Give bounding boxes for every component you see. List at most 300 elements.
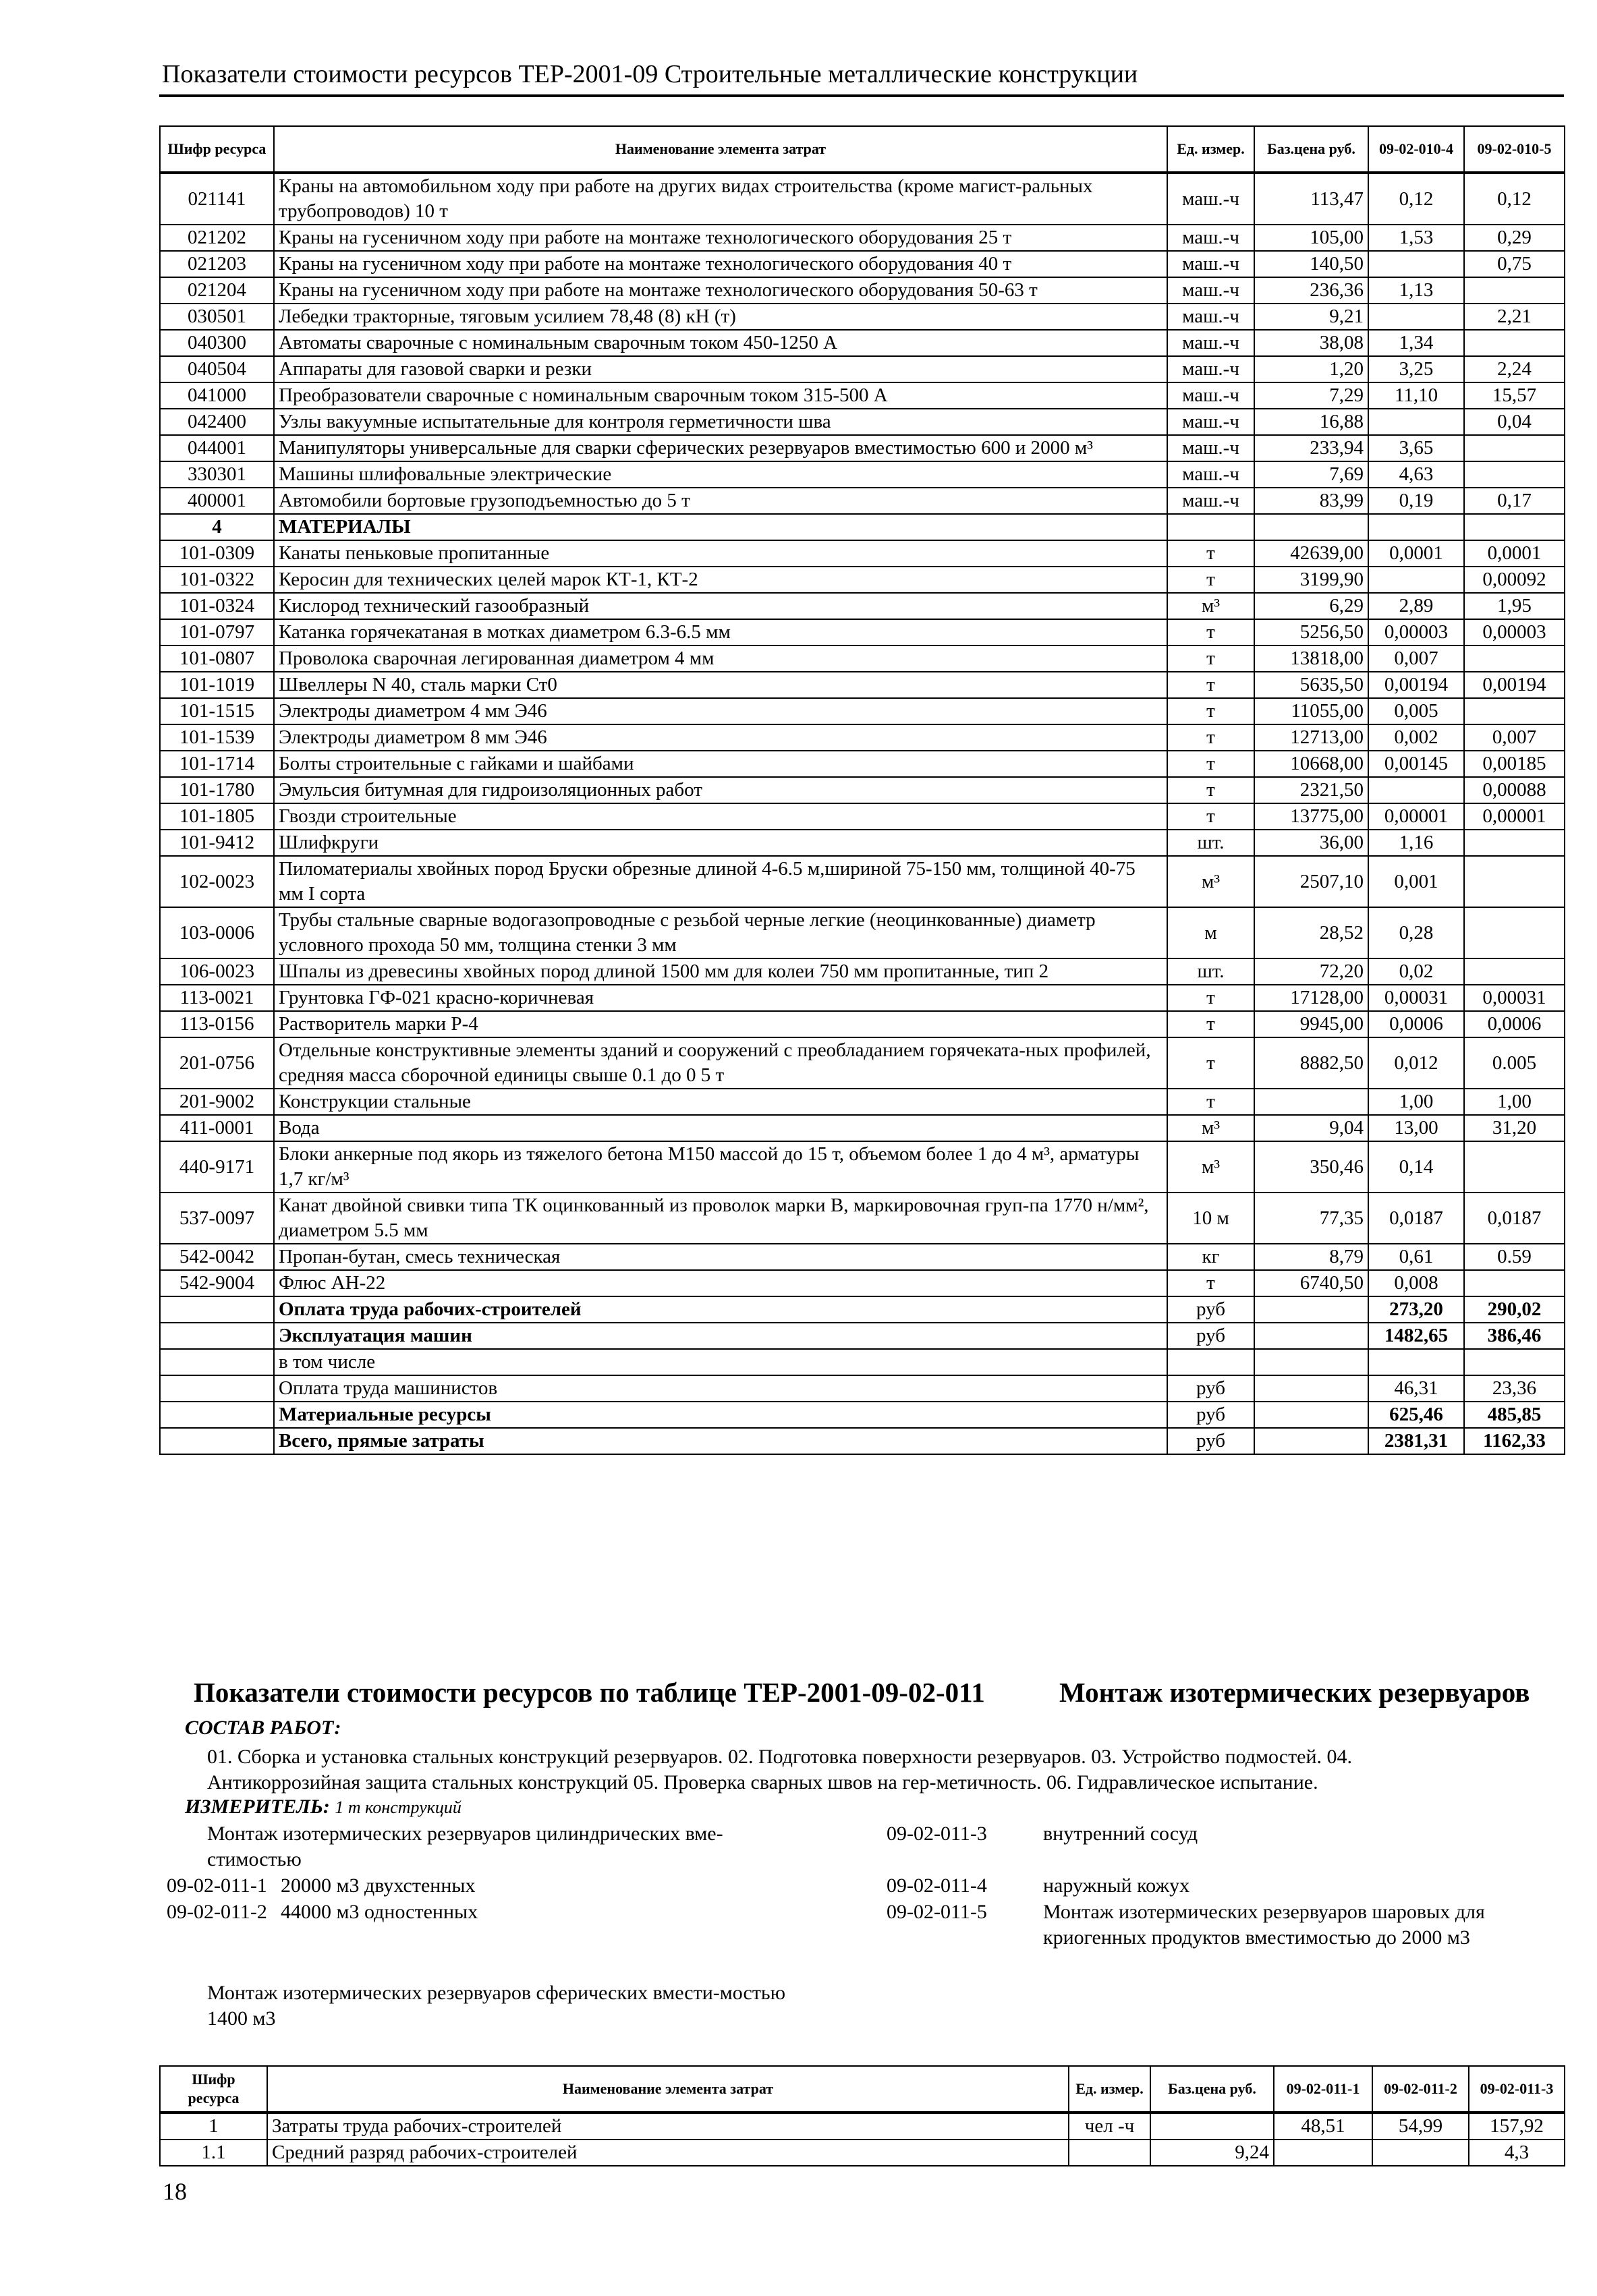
unit-cell: т bbox=[1167, 724, 1254, 751]
base-price-cell: 6,29 bbox=[1254, 593, 1368, 619]
item-text: наружный кожух bbox=[1043, 1874, 1190, 1897]
norm-value-1-cell: 273,20 bbox=[1368, 1296, 1464, 1323]
norm-value-1-cell: 0,28 bbox=[1368, 907, 1464, 958]
resource-code-cell: 101-9412 bbox=[160, 830, 274, 856]
column-header-base-price: Баз.цена руб. bbox=[1254, 126, 1368, 173]
table-row bbox=[160, 540, 1565, 567]
unit-cell: руб bbox=[1167, 1323, 1254, 1349]
base-price-cell: 83,99 bbox=[1254, 488, 1368, 514]
unit-cell bbox=[1167, 1349, 1254, 1375]
norm-value-1-cell: 0,00145 bbox=[1368, 751, 1464, 777]
table-row bbox=[160, 251, 1565, 277]
norm-value-1-cell bbox=[1368, 567, 1464, 593]
column-header-norm-value-2: 09-02-011-2 bbox=[1372, 2066, 1469, 2113]
cost-element-name-cell: Затраты труда рабочих-строителей bbox=[267, 2113, 1069, 2140]
table-row bbox=[160, 1115, 1565, 1141]
cost-element-name-cell: Электроды диаметром 4 мм Э46 bbox=[274, 698, 1167, 724]
norm-value-1-cell: 0,005 bbox=[1368, 698, 1464, 724]
norm-value-1-cell: 0,002 bbox=[1368, 724, 1464, 751]
cost-element-name-cell: Пропан-бутан, смесь техническая bbox=[274, 1244, 1167, 1270]
resource-code-cell: 101-1714 bbox=[160, 751, 274, 777]
norm-value-2-cell: 386,46 bbox=[1464, 1323, 1565, 1349]
norm-value-2-cell bbox=[1464, 698, 1565, 724]
base-price-cell bbox=[1254, 1402, 1368, 1428]
base-price-cell: 77,35 bbox=[1254, 1193, 1368, 1244]
cylindrical-group-title: Монтаж изотермических резервуаров цилиндрических вме-стимостью bbox=[207, 1823, 723, 1870]
resource-code-cell: 101-1515 bbox=[160, 698, 274, 724]
norm-value-1-cell bbox=[1274, 2140, 1372, 2166]
table-row bbox=[160, 1193, 1565, 1244]
norm-value-2-cell bbox=[1464, 856, 1565, 907]
cost-element-name-cell: Флюс АН-22 bbox=[274, 1270, 1167, 1296]
norm-value-1-cell: 2,89 bbox=[1368, 593, 1464, 619]
table-row bbox=[160, 461, 1565, 488]
cost-element-name-cell: Проволока сварочная легированная диаметром 4 мм bbox=[274, 645, 1167, 672]
resource-code-cell bbox=[160, 1323, 274, 1349]
resource-code-cell: 040300 bbox=[160, 330, 274, 356]
norm-value-2-cell: 1162,33 bbox=[1464, 1428, 1565, 1454]
table-row bbox=[160, 1244, 1565, 1270]
norm-value-2-cell bbox=[1464, 907, 1565, 958]
resource-code-cell: 400001 bbox=[160, 488, 274, 514]
item-code: 09-02-011-1 bbox=[167, 1874, 267, 1897]
norm-value-2-cell: 485,85 bbox=[1464, 1402, 1565, 1428]
norm-value-2-cell: 0.59 bbox=[1464, 1244, 1565, 1270]
unit-cell: маш.-ч bbox=[1167, 173, 1254, 225]
norm-value-2-cell bbox=[1464, 830, 1565, 856]
cost-element-name-cell: Лебедки тракторные, тяговым усилием 78,48 (8) кН (т) bbox=[274, 304, 1167, 330]
table-row bbox=[160, 907, 1565, 958]
unit-cell: м³ bbox=[1167, 1115, 1254, 1141]
norm-value-2-cell: 0,04 bbox=[1464, 409, 1565, 435]
table-row bbox=[160, 304, 1565, 330]
table-row bbox=[160, 1141, 1565, 1193]
cost-element-name-cell: Болты строительные с гайками и шайбами bbox=[274, 751, 1167, 777]
resource-code-cell: 101-1805 bbox=[160, 803, 274, 830]
section-subtitle: Монтаж изотермических резервуаров bbox=[1059, 1677, 1530, 1708]
header-divider bbox=[159, 94, 1564, 97]
base-price-cell bbox=[1254, 1323, 1368, 1349]
unit-cell: м bbox=[1167, 907, 1254, 958]
resource-code-cell: 106-0023 bbox=[160, 958, 274, 985]
norm-value-2-cell: 23,36 bbox=[1464, 1375, 1565, 1402]
norm-value-1-cell: 0,02 bbox=[1368, 958, 1464, 985]
table-row bbox=[160, 830, 1565, 856]
section-title: Показатели стоимости ресурсов по таблице ТЕР-2001-09-02-011 bbox=[194, 1677, 985, 1708]
base-price-cell bbox=[1254, 1089, 1368, 1115]
cost-element-name-cell: Швеллеры N 40, сталь марки Ст0 bbox=[274, 672, 1167, 698]
base-price-cell: 1,20 bbox=[1254, 356, 1368, 382]
table-header-row bbox=[160, 126, 1565, 173]
spherical-group-title: Монтаж изотермических резервуаров сферических вмести-мостью 1400 м3 bbox=[207, 1982, 786, 2030]
table-row bbox=[160, 593, 1565, 619]
norm-value-2-cell: 15,57 bbox=[1464, 382, 1565, 409]
norm-value-1-cell: 2381,31 bbox=[1368, 1428, 1464, 1454]
norm-value-1-cell: 13,00 bbox=[1368, 1115, 1464, 1141]
base-price-cell: 113,47 bbox=[1254, 173, 1368, 225]
column-header-resource-code: Шифр ресурса bbox=[160, 2066, 267, 2113]
summary-row bbox=[160, 1428, 1565, 1454]
item-text: внутренний сосуд bbox=[1043, 1823, 1198, 1845]
column-header-cost-element-name: Наименование элемента затрат bbox=[267, 2066, 1069, 2113]
cost-element-name-cell: Краны на автомобильном ходу при работе на других видах строительства (кроме магист-ральных трубопроводов) 10 т bbox=[274, 173, 1167, 225]
norm-value-1-cell: 625,46 bbox=[1368, 1402, 1464, 1428]
base-price-cell: 3199,90 bbox=[1254, 567, 1368, 593]
cost-element-name-cell: Краны на гусеничном ходу при работе на монтаже технологического оборудования 40 т bbox=[274, 251, 1167, 277]
norm-value-1-cell: 0,007 bbox=[1368, 645, 1464, 672]
base-price-cell: 16,88 bbox=[1254, 409, 1368, 435]
table-row bbox=[160, 173, 1565, 225]
norm-value-1-cell: 0,00001 bbox=[1368, 803, 1464, 830]
resource-code-cell: 021202 bbox=[160, 225, 274, 251]
cost-element-name-cell: Канат двойной свивки типа ТК оцинкованный из проволок марки В, маркировочная груп-па 1770 н/мм², диаметром 5.5 мм bbox=[274, 1193, 1167, 1244]
unit-cell: м³ bbox=[1167, 1141, 1254, 1193]
base-price-cell: 36,00 bbox=[1254, 830, 1368, 856]
running-header: Показатели стоимости ресурсов ТЕР-2001-09 Строительные металлические конструкции bbox=[162, 60, 1138, 88]
cost-element-name-cell: Краны на гусеничном ходу при работе на монтаже технологического оборудования 50-63 т bbox=[274, 277, 1167, 304]
norm-value-2-cell: 2,24 bbox=[1464, 356, 1565, 382]
unit-cell: т bbox=[1167, 672, 1254, 698]
norm-value-1-cell: 3,65 bbox=[1368, 435, 1464, 461]
norm-value-2-cell bbox=[1464, 1270, 1565, 1296]
norm-value-1-cell: 0,00031 bbox=[1368, 985, 1464, 1011]
unit-cell: т bbox=[1167, 985, 1254, 1011]
norm-value-2-cell: 0,29 bbox=[1464, 225, 1565, 251]
cost-element-name-cell: Автомобили бортовые грузоподъемностью до 5 т bbox=[274, 488, 1167, 514]
unit-cell: маш.-ч bbox=[1167, 382, 1254, 409]
base-price-cell: 8,79 bbox=[1254, 1244, 1368, 1270]
resource-code-cell: 113-0021 bbox=[160, 985, 274, 1011]
unit-cell: т bbox=[1167, 567, 1254, 593]
norm-value-1-cell: 3,25 bbox=[1368, 356, 1464, 382]
item-code: 09-02-011-2 bbox=[167, 1901, 267, 1923]
base-price-cell: 140,50 bbox=[1254, 251, 1368, 277]
cost-element-name-cell: Пиломатериалы хвойных пород Бруски обрезные длиной 4-6.5 м,шириной 75-150 мм, толщиной 40-75 мм I сорта bbox=[274, 856, 1167, 907]
unit-cell: шт. bbox=[1167, 958, 1254, 985]
norm-value-1-cell: 11,10 bbox=[1368, 382, 1464, 409]
cost-element-name-cell: Оплата труда рабочих-строителей bbox=[274, 1296, 1167, 1323]
unit-cell: маш.-ч bbox=[1167, 356, 1254, 382]
norm-value-1-cell: 1,13 bbox=[1368, 277, 1464, 304]
column-header-norm-value-2: 09-02-010-5 bbox=[1464, 126, 1565, 173]
norm-value-1-cell bbox=[1368, 1349, 1464, 1375]
cost-element-name-cell: Кислород технический газообразный bbox=[274, 593, 1167, 619]
table-row bbox=[160, 225, 1565, 251]
resource-code-cell: 113-0156 bbox=[160, 1011, 274, 1037]
resource-code-cell bbox=[160, 1428, 274, 1454]
resource-code-cell: 542-9004 bbox=[160, 1270, 274, 1296]
base-price-cell: 17128,00 bbox=[1254, 985, 1368, 1011]
resource-code-cell: 041000 bbox=[160, 382, 274, 409]
base-price-cell: 2507,10 bbox=[1254, 856, 1368, 907]
cost-element-name-cell: Трубы стальные сварные водогазопроводные с резьбой черные легкие (неоцинкованные) диаметр условного прохода 50 мм, толщина стенки 3 мм bbox=[274, 907, 1167, 958]
base-price-cell: 8882,50 bbox=[1254, 1037, 1368, 1089]
table-row bbox=[160, 382, 1565, 409]
unit-cell: т bbox=[1167, 1270, 1254, 1296]
norm-value-2-cell: 2,21 bbox=[1464, 304, 1565, 330]
cost-element-name-cell: Шпалы из древесины хвойных пород длиной 1500 мм для колеи 750 мм пропитанные, тип 2 bbox=[274, 958, 1167, 985]
unit-cell: 10 м bbox=[1167, 1193, 1254, 1244]
unit-cell: т bbox=[1167, 1089, 1254, 1115]
norm-value-1-cell: 0,12 bbox=[1368, 173, 1464, 225]
norm-value-2-cell: 0,00003 bbox=[1464, 619, 1565, 645]
norm-value-2-cell: 54,99 bbox=[1372, 2113, 1469, 2140]
summary-row bbox=[160, 1402, 1565, 1428]
summary-row bbox=[160, 1296, 1565, 1323]
cost-element-name-cell: Манипуляторы универсальные для сварки сферических резервуаров вместимостью 600 и 2000 м³ bbox=[274, 435, 1167, 461]
column-header-norm-value-1: 09-02-010-4 bbox=[1368, 126, 1464, 173]
norm-value-2-cell: 0,00185 bbox=[1464, 751, 1565, 777]
norm-value-1-cell bbox=[1368, 304, 1464, 330]
table-row bbox=[160, 435, 1565, 461]
norm-value-1-cell: 0,0001 bbox=[1368, 540, 1464, 567]
base-price-cell bbox=[1254, 1296, 1368, 1323]
norm-value-2-cell: 0,0187 bbox=[1464, 1193, 1565, 1244]
resource-code-cell: 101-0324 bbox=[160, 593, 274, 619]
unit-cell: маш.-ч bbox=[1167, 225, 1254, 251]
base-price-cell: 236,36 bbox=[1254, 277, 1368, 304]
unit-cell: т bbox=[1167, 619, 1254, 645]
norm-value-1-cell: 1,34 bbox=[1368, 330, 1464, 356]
norm-value-2-cell: 0,12 bbox=[1464, 173, 1565, 225]
norm-value-2-cell bbox=[1464, 330, 1565, 356]
norm-value-2-cell bbox=[1464, 514, 1565, 540]
base-price-cell bbox=[1150, 2113, 1274, 2140]
base-price-cell bbox=[1254, 1375, 1368, 1402]
cost-element-name-cell: Машины шлифовальные электрические bbox=[274, 461, 1167, 488]
norm-value-2-cell: 0,007 bbox=[1464, 724, 1565, 751]
cost-element-name-cell: Катанка горячекатаная в мотках диаметром 6.3-6.5 мм bbox=[274, 619, 1167, 645]
column-header-base-price: Баз.цена руб. bbox=[1150, 2066, 1274, 2113]
cost-element-name-cell: Материальные ресурсы bbox=[274, 1402, 1167, 1428]
meter-label: ИЗМЕРИТЕЛЬ: bbox=[185, 1796, 330, 1818]
norm-value-1-cell: 48,51 bbox=[1274, 2113, 1372, 2140]
table-row bbox=[160, 619, 1565, 645]
norm-value-2-cell bbox=[1372, 2140, 1469, 2166]
base-price-cell: 233,94 bbox=[1254, 435, 1368, 461]
norm-value-1-cell: 0,008 bbox=[1368, 1270, 1464, 1296]
table-row bbox=[160, 277, 1565, 304]
base-price-cell: 105,00 bbox=[1254, 225, 1368, 251]
table-row bbox=[160, 1011, 1565, 1037]
base-price-cell: 11055,00 bbox=[1254, 698, 1368, 724]
unit-cell: маш.-ч bbox=[1167, 304, 1254, 330]
norm-value-2-cell bbox=[1464, 461, 1565, 488]
base-price-cell: 9945,00 bbox=[1254, 1011, 1368, 1037]
resource-code-cell bbox=[160, 1402, 274, 1428]
base-price-cell: 2321,50 bbox=[1254, 777, 1368, 803]
meter-value: 1 т конструкций bbox=[335, 1798, 461, 1817]
cost-element-name-cell: Всего, прямые затраты bbox=[274, 1428, 1167, 1454]
cost-element-name-cell: Растворитель марки Р-4 bbox=[274, 1011, 1167, 1037]
resource-code-cell: 201-9002 bbox=[160, 1089, 274, 1115]
norm-value-1-cell: 0,61 bbox=[1368, 1244, 1464, 1270]
norm-value-1-cell: 4,63 bbox=[1368, 461, 1464, 488]
base-price-cell bbox=[1254, 1428, 1368, 1454]
resource-code-cell: 103-0006 bbox=[160, 907, 274, 958]
resource-code-cell bbox=[160, 1296, 274, 1323]
base-price-cell: 10668,00 bbox=[1254, 751, 1368, 777]
item-text: 44000 м3 одностенных bbox=[281, 1901, 478, 1923]
cost-element-name-cell: Преобразователи сварочные с номинальным сварочным током 315-500 А bbox=[274, 382, 1167, 409]
cost-element-name-cell: Вода bbox=[274, 1115, 1167, 1141]
resource-code-cell: 440-9171 bbox=[160, 1141, 274, 1193]
cost-element-name-cell: Канаты пеньковые пропитанные bbox=[274, 540, 1167, 567]
table-row bbox=[160, 1270, 1565, 1296]
table-row bbox=[160, 409, 1565, 435]
cost-element-name-cell: Эмульсия битумная для гидроизоляционных работ bbox=[274, 777, 1167, 803]
norm-value-2-cell bbox=[1464, 1349, 1565, 1375]
resource-code-cell: 101-1019 bbox=[160, 672, 274, 698]
unit-cell: шт. bbox=[1167, 830, 1254, 856]
table-row bbox=[160, 514, 1565, 540]
work-composition-label: СОСТАВ РАБОТ: bbox=[185, 1717, 341, 1739]
cost-element-name-cell: МАТЕРИАЛЫ bbox=[274, 514, 1167, 540]
item-text: 20000 м3 двухстенных bbox=[281, 1874, 476, 1897]
table-row bbox=[160, 803, 1565, 830]
resource-code-cell: 101-0797 bbox=[160, 619, 274, 645]
unit-cell: кг bbox=[1167, 1244, 1254, 1270]
unit-cell bbox=[1069, 2140, 1150, 2166]
column-header-resource-code: Шифр ресурса bbox=[160, 126, 274, 173]
norm-value-2-cell: 0,00088 bbox=[1464, 777, 1565, 803]
norm-value-1-cell bbox=[1368, 251, 1464, 277]
resource-code-cell: 021141 bbox=[160, 173, 274, 225]
resource-code-cell bbox=[160, 1349, 274, 1375]
table-row bbox=[160, 958, 1565, 985]
base-price-cell: 72,20 bbox=[1254, 958, 1368, 985]
unit-cell: руб bbox=[1167, 1375, 1254, 1402]
norm-value-2-cell: 0,75 bbox=[1464, 251, 1565, 277]
norm-value-2-cell bbox=[1464, 277, 1565, 304]
base-price-cell: 9,04 bbox=[1254, 1115, 1368, 1141]
base-price-cell bbox=[1254, 1349, 1368, 1375]
table-row bbox=[160, 330, 1565, 356]
unit-cell: руб bbox=[1167, 1296, 1254, 1323]
norm-value-3-cell: 157,92 bbox=[1469, 2113, 1565, 2140]
unit-cell: т bbox=[1167, 777, 1254, 803]
unit-cell: маш.-ч bbox=[1167, 330, 1254, 356]
table-row bbox=[160, 2113, 1565, 2140]
meter-line bbox=[185, 1794, 461, 1820]
base-price-cell: 13818,00 bbox=[1254, 645, 1368, 672]
norm-value-1-cell bbox=[1368, 777, 1464, 803]
norm-value-1-cell bbox=[1368, 409, 1464, 435]
cost-element-name-cell: Шлифкруги bbox=[274, 830, 1167, 856]
table-row bbox=[160, 856, 1565, 907]
norm-value-2-cell: 1,95 bbox=[1464, 593, 1565, 619]
base-price-cell: 5635,50 bbox=[1254, 672, 1368, 698]
norm-value-1-cell: 0,0187 bbox=[1368, 1193, 1464, 1244]
norm-value-2-cell: 0,00031 bbox=[1464, 985, 1565, 1011]
column-header-norm-value-1: 09-02-011-1 bbox=[1274, 2066, 1372, 2113]
norm-value-2-cell: 0.005 bbox=[1464, 1037, 1565, 1089]
resource-code-cell: 537-0097 bbox=[160, 1193, 274, 1244]
base-price-cell: 7,29 bbox=[1254, 382, 1368, 409]
resource-code-cell: 201-0756 bbox=[160, 1037, 274, 1089]
table-row bbox=[160, 645, 1565, 672]
resource-code-cell: 1.1 bbox=[160, 2140, 267, 2166]
summary-row bbox=[160, 1349, 1565, 1375]
resource-code-cell: 101-1539 bbox=[160, 724, 274, 751]
unit-cell: чел -ч bbox=[1069, 2113, 1150, 2140]
cost-element-name-cell: Краны на гусеничном ходу при работе на монтаже технологического оборудования 25 т bbox=[274, 225, 1167, 251]
base-price-cell bbox=[1254, 514, 1368, 540]
norm-value-3-cell: 4,3 bbox=[1469, 2140, 1565, 2166]
unit-cell: т bbox=[1167, 803, 1254, 830]
resource-code-cell: 4 bbox=[160, 514, 274, 540]
unit-cell: т bbox=[1167, 751, 1254, 777]
unit-cell bbox=[1167, 514, 1254, 540]
table-row bbox=[160, 356, 1565, 382]
unit-cell: руб bbox=[1167, 1428, 1254, 1454]
norm-value-1-cell: 0,012 bbox=[1368, 1037, 1464, 1089]
cost-element-name-cell: Конструкции стальные bbox=[274, 1089, 1167, 1115]
base-price-cell: 12713,00 bbox=[1254, 724, 1368, 751]
resource-code-cell bbox=[160, 1375, 274, 1402]
base-price-cell: 350,46 bbox=[1254, 1141, 1368, 1193]
item-code: 09-02-011-3 bbox=[887, 1823, 987, 1845]
norm-value-2-cell: 0,00194 bbox=[1464, 672, 1565, 698]
item-code: 09-02-011-5 bbox=[887, 1901, 987, 1923]
table-row bbox=[160, 698, 1565, 724]
resource-code-cell: 1 bbox=[160, 2113, 267, 2140]
unit-cell: т bbox=[1167, 645, 1254, 672]
resource-code-cell: 030501 bbox=[160, 304, 274, 330]
table-row bbox=[160, 1089, 1565, 1115]
resource-code-cell: 101-0322 bbox=[160, 567, 274, 593]
base-price-cell: 7,69 bbox=[1254, 461, 1368, 488]
summary-row bbox=[160, 1323, 1565, 1349]
cost-element-name-cell: Грунтовка ГФ-021 красно-коричневая bbox=[274, 985, 1167, 1011]
column-header-cost-element-name: Наименование элемента затрат bbox=[274, 126, 1167, 173]
cost-element-name-cell: Гвозди строительные bbox=[274, 803, 1167, 830]
norm-value-1-cell: 0,00003 bbox=[1368, 619, 1464, 645]
cost-element-name-cell: Автоматы сварочные с номинальным сварочным током 450-1250 А bbox=[274, 330, 1167, 356]
resource-code-cell: 330301 bbox=[160, 461, 274, 488]
resource-code-cell: 044001 bbox=[160, 435, 274, 461]
unit-cell: маш.-ч bbox=[1167, 277, 1254, 304]
norm-value-2-cell bbox=[1464, 958, 1565, 985]
column-header-unit: Ед. измер. bbox=[1069, 2066, 1150, 2113]
norm-value-1-cell: 0,19 bbox=[1368, 488, 1464, 514]
norm-value-1-cell: 1482,65 bbox=[1368, 1323, 1464, 1349]
base-price-cell: 13775,00 bbox=[1254, 803, 1368, 830]
resource-code-cell: 411-0001 bbox=[160, 1115, 274, 1141]
norm-value-2-cell: 1,00 bbox=[1464, 1089, 1565, 1115]
norm-value-2-cell bbox=[1464, 435, 1565, 461]
norm-value-1-cell: 0,001 bbox=[1368, 856, 1464, 907]
cost-element-name-cell: Средний разряд рабочих-строителей bbox=[267, 2140, 1069, 2166]
base-price-cell: 28,52 bbox=[1254, 907, 1368, 958]
cost-element-name-cell: Узлы вакуумные испытательные для контроля герметичности шва bbox=[274, 409, 1167, 435]
norm-value-2-cell: 0,17 bbox=[1464, 488, 1565, 514]
resource-code-cell: 102-0023 bbox=[160, 856, 274, 907]
work-composition-text: 01. Сборка и установка стальных конструкций резервуаров. 02. Подготовка поверхности резервуаров. 03. Устройство подмостей. 04. Антикоррозийная защита стальных конструкций 05. Проверка сварных швов на гер-метичность. 06. Гидравлическое испытание. bbox=[207, 1746, 1353, 1793]
cost-element-name-cell: Электроды диаметром 8 мм Э46 bbox=[274, 724, 1167, 751]
resource-code-cell: 101-1780 bbox=[160, 777, 274, 803]
unit-cell: маш.-ч bbox=[1167, 461, 1254, 488]
resource-code-cell: 021203 bbox=[160, 251, 274, 277]
unit-cell: м³ bbox=[1167, 856, 1254, 907]
unit-cell: т bbox=[1167, 1011, 1254, 1037]
base-price-cell: 38,08 bbox=[1254, 330, 1368, 356]
summary-row bbox=[160, 1375, 1565, 1402]
base-price-cell: 9,24 bbox=[1150, 2140, 1274, 2166]
norm-value-1-cell: 46,31 bbox=[1368, 1375, 1464, 1402]
table-row bbox=[160, 488, 1565, 514]
cost-element-name-cell: Аппараты для газовой сварки и резки bbox=[274, 356, 1167, 382]
